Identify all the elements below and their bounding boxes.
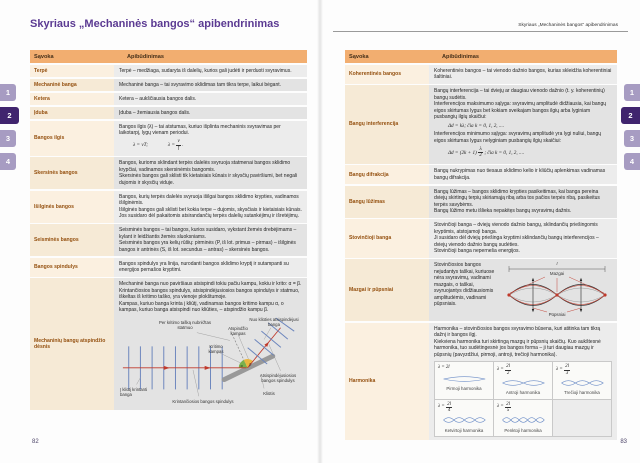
summary-table-right: [345, 50, 617, 440]
description-text: Bangų interferencija – tai dviejų ar daugiau vienodo dažnio (t. y. koherentinių) bangų sudėtis.: [434, 88, 605, 101]
description-column-header: Apibūdinimas: [127, 53, 164, 60]
standing-wave-loops: [442, 373, 487, 385]
description-text: Bangų lūžimas – bangos sklidimo krypties pasikeitimas, kai banga pereina dviejų skirtingų terpių skiriamąją ribą arba tos pačios terpės ribą, pasikeitus terpės savybėms.: [434, 188, 600, 208]
running-head-rule: [333, 31, 628, 32]
harmonic-cell: [553, 362, 611, 399]
formula: λ = $\frac{2l}{4}$: [438, 401, 451, 414]
description-cell: [114, 224, 307, 256]
table-row: [345, 85, 617, 164]
nodes-label: Mazgai: [549, 271, 565, 277]
description-text: Seisminės bangos – tai bangos, kurios susidaro, vykstant žemės drebėjimams – kylant ir leidžiantis žemės sluoksniams.: [119, 227, 297, 240]
description-cell: [429, 85, 617, 164]
description-cell: [114, 258, 307, 277]
description-text: Terpė – medžiaga, sudaryta iš dalelių, kurios gali judėti ir perduoti svyravimus.: [119, 67, 292, 74]
description-column-header: Apibūdinimas: [442, 53, 479, 60]
description-text: Ketera – aukščiausia bangos dalis.: [119, 95, 197, 102]
table-row: [345, 65, 617, 84]
table-row: [345, 219, 617, 258]
concept-cell: Bangos spindulys: [30, 258, 114, 277]
section-tab-4[interactable]: 4: [0, 153, 16, 170]
formula-line: [448, 123, 612, 130]
description-text: Kiekviena harmonika turi skirtingą mazgų ir pūpsnių skaičių. Kuo aukštesnė harmonika, tuo sudėtingesnė jos bangos forma – ji turi daugiau mazgų ir pūpsnių (pavyzdžiui, pirmoji, antroji, trečioji harmonika).: [434, 338, 601, 358]
page-title: Skyriaus „Mechaninės bangos“ apibendrinimas: [30, 18, 280, 30]
formula: Δd = kλ; čia k = 0, 1, 2, ....: [448, 123, 505, 129]
formula: λ = 2l: [438, 365, 450, 371]
fraction-numerator: 2l: [506, 401, 510, 407]
summary-table-left: [30, 50, 307, 410]
formula: λ = $\frac{2l}{2}$: [497, 364, 510, 376]
obstacle-label: Kliūtis: [263, 390, 275, 396]
formula-line: [133, 139, 302, 151]
description-text: Bangos, kurių terpės dalelės svyruoja išilgai bangos sklidimo krypties, vadinamos išilginėmis.: [119, 193, 299, 207]
antinodes-label: Pūpsniai: [548, 312, 566, 318]
section-tab-1[interactable]: 1: [624, 84, 640, 101]
description-text: Ji susidaro dėl dviejų priešinga kryptimi sklindančių bangų interferencijos – dviejų vienodo dažnio bangų sudėties.: [434, 235, 599, 248]
description-cell: [429, 165, 617, 184]
standing-wave-loops: [501, 414, 546, 426]
harmonic-formula: [438, 402, 490, 414]
concept-cell: Stovinčioji banga: [345, 219, 429, 258]
fraction-numerator: 2l: [506, 364, 510, 370]
description-text: Mechaninė banga nuo paviršiaus atsispindi tokiu pačiu kampu, kokiu ir krito: α = β.: [119, 281, 302, 288]
reflected-wave-label: Nuo kliūties atsispindėjusi banga: [249, 316, 299, 328]
harmonic-formula: [497, 402, 549, 414]
reflected-ray-label: Atsispindėjusiosios bangos spindulys: [259, 372, 297, 384]
description-cell: [114, 278, 307, 410]
length-label: l: [556, 261, 558, 267]
concept-column-header: Sąvoka: [34, 53, 54, 60]
description-cell: [429, 186, 617, 218]
description-text: Bangos ilgis (λ) – tai atstumas, kuriuo išplinta mechaninis svyravimas per laikotarpį, lygų vienam periodui.: [119, 123, 281, 136]
formula: λ = vT;: [133, 141, 148, 148]
description-text: Bangų nukrypimas nuo tiesaus sklidimo kelio ir kliūčių aplenkimas vadinamas bangų difrakcija.: [434, 168, 606, 181]
standing-wave-loops: [560, 377, 605, 389]
description-text: Skersinės bangos gali sklisti tik kietaisiais kūnais ir skysčių paviršiumi, bet negali dujomis ir skysčių viduje.: [119, 173, 298, 186]
page-number-left: 82: [32, 439, 39, 445]
fraction-numerator: 2l: [447, 401, 451, 407]
normal-label: Per kritimo tašką nubrėžtas statmuo: [158, 319, 212, 331]
fraction-denominator: 2: [479, 152, 482, 159]
concept-cell: Koherentinės bangos: [345, 65, 429, 84]
standing-wave-loops: [501, 377, 546, 389]
fraction-denominator: 2: [506, 370, 510, 376]
fraction: [176, 139, 181, 151]
concept-cell: Bangų lūžimas: [345, 186, 429, 218]
section-tab-2[interactable]: 2: [0, 107, 19, 124]
fraction-numerator: 2l: [565, 364, 569, 370]
harmonic-formula: [556, 364, 608, 376]
concept-cell: Skersinės bangos: [30, 157, 114, 189]
harmonic-caption: Antroji harmonika: [505, 390, 541, 396]
description-text: Išilginės bangos gali sklisti bet kokia terpe – dujomis, skysčiais ir kietaisiais kūnais. Jos susidaro dėl pakaitomis atsirandančių terpės dalelių sutankėjimų ir išretėjimų.: [119, 206, 302, 220]
fraction: [505, 402, 512, 414]
fraction-denominator: f: [177, 144, 180, 151]
table-row: [30, 258, 307, 277]
harmonic-caption: Penktoji harmonika: [504, 427, 542, 433]
concept-cell: Bangų interferencija: [345, 85, 429, 164]
concept-column-header: Sąvoka: [349, 53, 369, 60]
alpha-angle-label: α: [240, 363, 243, 368]
concept-cell: Bangų difrakcija: [345, 165, 429, 184]
concept-cell: Išilginės bangos: [30, 191, 114, 223]
standing-wave-diagram: [502, 262, 612, 318]
fraction-denominator: 5: [506, 408, 510, 414]
table-row: [30, 107, 307, 120]
table-row: [30, 157, 307, 189]
fraction-numerator: λ: [479, 145, 482, 152]
concept-cell: Mazgai ir pūpsniai: [345, 259, 429, 321]
standing-wave-loops: [442, 414, 487, 426]
page-number-right: 83: [620, 439, 627, 445]
table-row: [345, 259, 617, 321]
reflection-diagram: [119, 317, 302, 407]
description-text: Stovinčiosios bangos nejudantys taškai, kuriuose nėra svyravimų, vadinami mazgais, o taškai, svyruojantys didžiausiomis amplitudėmis, vadinami pūpsniais.: [434, 262, 495, 308]
beta-angle-label: β: [249, 362, 252, 367]
harmonic-cell: [435, 362, 493, 399]
formula: λ = $\frac{2l}{5}$: [497, 401, 510, 414]
table-row: [30, 191, 307, 223]
table-row: [345, 186, 617, 218]
description-text: Interferencijos minimumo sąlyga: svyravimų amplitudė yra lygi nuliui, bangų eigos skirtumas lygus nelyginiam pusbangių ilgių skaičiui:: [434, 131, 602, 144]
formula: Δd = (2k + 1) $\frac{\lambda}{2}$ ; čia k = 0, 1, 2, ....: [448, 145, 525, 159]
formula-line: [448, 147, 612, 159]
section-tab-3[interactable]: 3: [0, 130, 16, 147]
description-cell: [114, 121, 307, 156]
table-row: [30, 224, 307, 256]
description-text: Interferencijos maksimumo sąlyga: svyravimų amplitudė didžiausia, kai bangų eigos skirtumas lygus bet kokiam sveikajam bangos ilgių arba lyginiam pusbangių ilgių skaičiui:: [434, 101, 607, 120]
section-tab-2[interactable]: 2: [621, 107, 640, 124]
description-cell: [114, 79, 307, 92]
fraction: [478, 147, 484, 159]
description-text: Bangų lūžimo metu išlieka nepakitęs bangų svyravimų dažnis.: [434, 208, 572, 215]
table-row: [345, 323, 617, 441]
section-tab-4[interactable]: 4: [624, 153, 640, 170]
description-text: Koherentinės bangos – tai vienodo dažnio bangos, kurias skleidžia koherentiniai šaltiniai.: [434, 67, 612, 80]
table-row: [345, 165, 617, 184]
section-tab-3[interactable]: 3: [624, 130, 640, 147]
description-cell: [114, 107, 307, 120]
fraction-denominator: 4: [447, 408, 451, 414]
table-row: [30, 121, 307, 156]
harmonics-grid: [434, 361, 612, 437]
concept-cell: Terpė: [30, 65, 114, 78]
description-text: Mechaninė banga – tai svyravimo sklidimas tam tikra terpe, laikui bėgant.: [119, 81, 282, 88]
fraction: [446, 402, 453, 414]
description-cell: [429, 323, 617, 441]
harmonic-cell-empty: [553, 400, 611, 437]
fraction: [564, 364, 571, 376]
description-cell: [429, 259, 617, 321]
incidence-angle-label: Kritimo kampas: [208, 343, 224, 355]
description-cell: [114, 93, 307, 106]
description-text: Stovinčioji banga neperneša energijos.: [434, 248, 520, 255]
concept-cell: Ketera: [30, 93, 114, 106]
description-cell: [429, 65, 617, 84]
description-cell: [114, 157, 307, 189]
table-row: [30, 278, 307, 410]
reflection-angle-label: Atspindžio kampas: [228, 325, 248, 337]
description-text: Stovinčioji banga – dviejų vienodo dažnio bangų, sklindančių priešingomis kryptimis, atstojamoji banga.: [434, 222, 598, 235]
formula: λ = $\frac{2l}{3}$: [556, 364, 569, 376]
description-text: Harmonika – stovinčiosios bangos svyravimo būsena, kuri atitinka tam tikrą dažnį ir bangos ilgį.: [434, 325, 601, 339]
fraction: [505, 364, 512, 376]
table-row: [30, 65, 307, 78]
running-head: Skyriaus „Mechaninės bangos“ apibendrinimas: [518, 23, 618, 28]
incident-ray-label: Krintančiosios bangos spindulys: [172, 398, 234, 404]
section-tab-1[interactable]: 1: [0, 84, 16, 101]
concept-cell: Mechaninė banga: [30, 79, 114, 92]
description-cell: [114, 191, 307, 223]
description-text: Bangos, kurioms sklindant terpės dalelės svyruoja statmenai bangos sklidimo krypčiai, vadinamos skersinėmis bangomis.: [119, 160, 291, 173]
harmonic-cell: [435, 400, 493, 437]
harmonic-cell: [494, 362, 552, 399]
formula: λ = $\frac{v}{f}$ .: [167, 138, 184, 151]
fraction-numerator: v: [177, 138, 180, 144]
table-header-row: [345, 50, 617, 63]
harmonic-caption: Pirmoji harmonika: [446, 386, 482, 392]
harmonic-caption: Trečioji harmonika: [564, 390, 600, 396]
concept-cell: Bangos ilgis: [30, 121, 114, 156]
description-text: Įduba – žemiausia bangos dalis.: [119, 109, 191, 116]
description-text: Bangos spindulys yra linija, nurodanti bangos sklidimo kryptį ir sutampanti su energijos pernašos kryptimi.: [119, 260, 289, 274]
concept-cell: Mechaninių bangų atspindžio dėsnis: [30, 278, 114, 410]
concept-cell: Harmonika: [345, 323, 429, 441]
harmonic-formula: [438, 364, 490, 371]
fraction-denominator: 3: [565, 370, 569, 376]
concept-cell: Įduba: [30, 107, 114, 120]
description-cell: [429, 219, 617, 258]
description-cell: [114, 65, 307, 78]
harmonic-cell: [494, 400, 552, 437]
incident-wave-label: Į kliūtį krintanti banga: [120, 386, 148, 398]
description-text: Kampas, kuriuo banga krinta į kliūtį, vadinamas bangos kritimo kampu α, o kampas, kuriuo banga atsispindi nuo kliūties, – atspindžio kampu β.: [119, 300, 284, 314]
table-row: [30, 79, 307, 92]
description-text: Seisminės bangos yra kelių rūšių: pirminės (P, iš lot. primus – pirmas) – išilginės bangos ir antrinės (S, iš lot. secundus – antras) – skersinės bangos.: [119, 240, 296, 253]
harmonic-caption: Ketvirtoji harmonika: [444, 427, 484, 433]
page-right: [320, 0, 640, 463]
harmonic-formula: [497, 364, 549, 376]
table-row: [30, 93, 307, 106]
concept-cell: Seisminės bangos: [30, 224, 114, 256]
description-text-block: [434, 262, 497, 308]
description-text: Krintančiosios bangos spindulys, atsispindėjusiosios bangos spindulys ir statmuo, iškeltas iš kritimo taško, yra vienoje plokštumoje.: [119, 287, 300, 301]
table-header-row: [30, 50, 307, 63]
